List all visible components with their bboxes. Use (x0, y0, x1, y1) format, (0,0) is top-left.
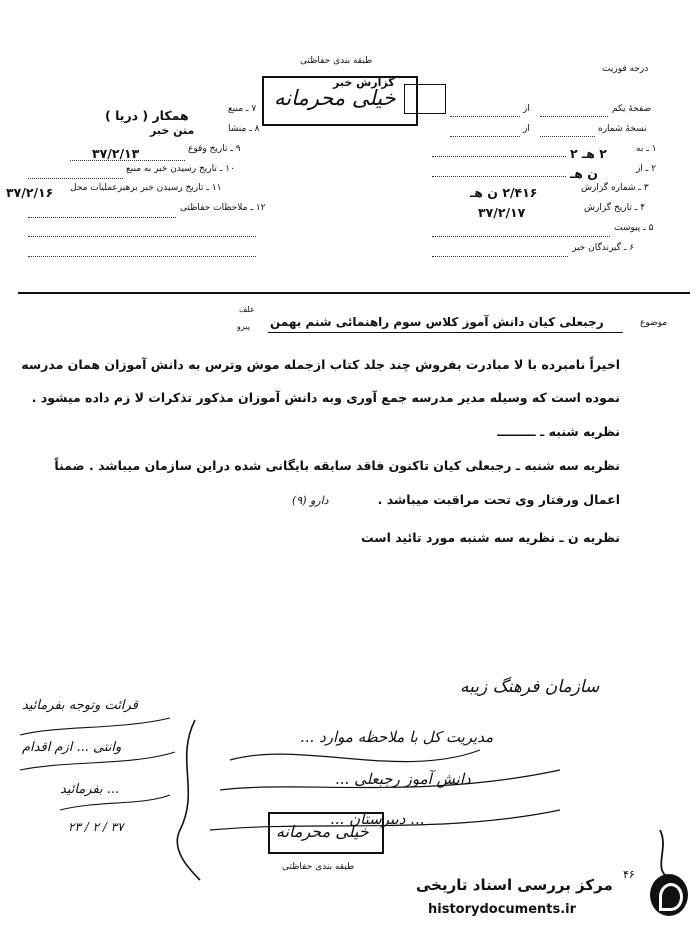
field-2-label: از (636, 164, 643, 174)
field-1-num: ۱ (651, 144, 657, 154)
field-2-value: ن هـ (570, 166, 598, 181)
field-9-value: ۳۷/۲/۱۳ (92, 146, 140, 161)
handwritten-center-line-2: مدیریت کل با ملاحظه موارد ... (300, 728, 494, 746)
field-4-value: ۳۷/۲/۱۷ (478, 205, 526, 220)
report-title: گزارش خبر (333, 76, 395, 89)
body-line-6: نظریه ن ـ نظریه سه شنبه مورد تائید است (361, 530, 620, 545)
body-line-4: نظریه سه شنبه ـ رجبعلی کیان تاکنون فاقد سابقه بایگانی شده دراین سازمان میباشد . ضمناً (54, 458, 620, 473)
field-2: ۲ ـ از (636, 164, 657, 174)
field-5: ۵ ـ پیوست (614, 223, 654, 233)
field-1-value: ۲ هـ ۲ (570, 146, 607, 161)
body-line-5: اعمال ورفتار وی تحت مراقبت میباشد . (377, 492, 620, 507)
body-line-1: اخیراً نامبرده با لا مبادرت بفروش چند جلد کتاب ازجمله موش وترس به دانش آموزان همان مدرسه (21, 357, 620, 372)
subject-text: رجبعلی کیان دانش آموز کلاس سوم راهنمائی شنم بهمن (270, 315, 604, 329)
subject-note-bottom: پیرو (237, 322, 250, 331)
field-4-num: ۴ (640, 203, 646, 213)
watermark-title: مرکز بررسی اسناد تاریخی (416, 876, 613, 894)
field-10-num: ۱۰ (225, 164, 235, 174)
field-3-num: ۳ (643, 183, 649, 193)
field-11-label: تاریخ رسیدن خبر برهبرعملیات محل (70, 183, 204, 193)
field-6: ۶ ـ گیرندگان خبر (572, 243, 635, 253)
right-copy-of: از (523, 124, 530, 134)
subject-note-top: علف (239, 305, 255, 314)
archive-logo-icon (650, 874, 688, 916)
field-11-value: ۳۷/۲/۱۶ (6, 185, 54, 200)
handwritten-center-line-4: ... دبیرستان ... (330, 810, 425, 828)
field-7: ۷ ـ منبع (228, 104, 257, 114)
field-11-num: ۱۱ (211, 183, 222, 193)
handwritten-center-line-3: دانش آموز رجبعلی ... (335, 770, 471, 788)
field-12-label: ملاحظات حفاظتی (180, 203, 248, 213)
field-3: ۳ ـ شماره گزارش (581, 183, 649, 193)
stamp-text: خیلی محرمانه (274, 86, 396, 110)
field-8-value: متن خبر (150, 124, 195, 137)
field-1-label: به (636, 144, 644, 154)
handwritten-left-signature: ۲۳ / ۲ / ۳۷ (68, 820, 124, 834)
field-10-label: تاریخ رسیدن خبر به منبع (126, 164, 217, 174)
field-4-label: تاریخ گزارش (584, 203, 632, 213)
field-1: ۱ ـ به (636, 144, 657, 154)
field-7-value: همکار ( دریا ) (105, 108, 189, 123)
field-12-num: ۱۲ (255, 203, 266, 213)
field-10: ۱۰ ـ تاریخ رسیدن خبر به منبع (126, 164, 235, 174)
page-number: ۴۶ (623, 868, 635, 881)
urgency-label: درجه فوریت (602, 64, 649, 74)
field-3-value: ۲/۴۱۶ ن هـ (470, 185, 538, 200)
field-6-num: ۶ (629, 243, 635, 253)
field-3-label: شماره گزارش (581, 183, 636, 193)
handwritten-left-line-2: وانتی ... ازم اقدام (22, 740, 122, 755)
field-7-num: ۷ (251, 104, 257, 114)
classification-top: طبقه بندی حفاظتی (300, 56, 373, 66)
handwritten-left-line-3: ... بفرمائید (60, 782, 120, 797)
field-8-num: ۸ (254, 124, 260, 134)
field-5-num: ۵ (648, 223, 654, 233)
field-7-label: منبع (228, 104, 244, 114)
right-copy-label: نسخهٔ شماره (598, 124, 647, 134)
field-2-num: ۲ (651, 164, 657, 174)
classification-bottom: طبقه بندی حفاظتی (282, 862, 355, 872)
right-page-of: از (523, 104, 530, 114)
bottom-secret-stamp (268, 812, 384, 854)
field-11: ۱۱ ـ تاریخ رسیدن خبر برهبرعملیات محل (70, 183, 222, 193)
field-5-label: پیوست (614, 223, 641, 233)
field-9-label: تاریخ وقوع (188, 144, 228, 154)
field-9-num: ۹ (235, 144, 241, 154)
field-6-label: گیرندگان خبر (572, 243, 621, 253)
watermark-url: historydocuments.ir (428, 902, 577, 917)
bottom-stamp-text: خیلی محرمانه (276, 822, 369, 841)
body-line-3: نظریه شنبه ـ ـــــــــ (497, 424, 620, 439)
field-8: ۸ ـ منشا (228, 124, 260, 134)
margin-note: دارو (۹) (292, 494, 329, 507)
right-page-label: صفحهٔ یکم (612, 104, 652, 114)
field-9: ۹ ـ تاریخ وقوع (188, 144, 241, 154)
field-12: ۱۲ ـ ملاحظات حفاظتی (180, 203, 266, 213)
field-4: ۴ ـ تاریخ گزارش (584, 203, 646, 213)
handwritten-left-line-1: قرائت وتوجه بفرمائید (22, 698, 138, 713)
field-8-label: منشا (228, 124, 247, 134)
body-line-2: نموده است که وسیله مدیر مدرسه جمع آوری وبه دانش آموزان مذکور تذکرات لا زم داده میشود . (31, 390, 620, 405)
subject-label: موضوع (640, 318, 668, 328)
handwritten-center-line-1: سازمان فرهنگ زیبه (460, 677, 600, 697)
